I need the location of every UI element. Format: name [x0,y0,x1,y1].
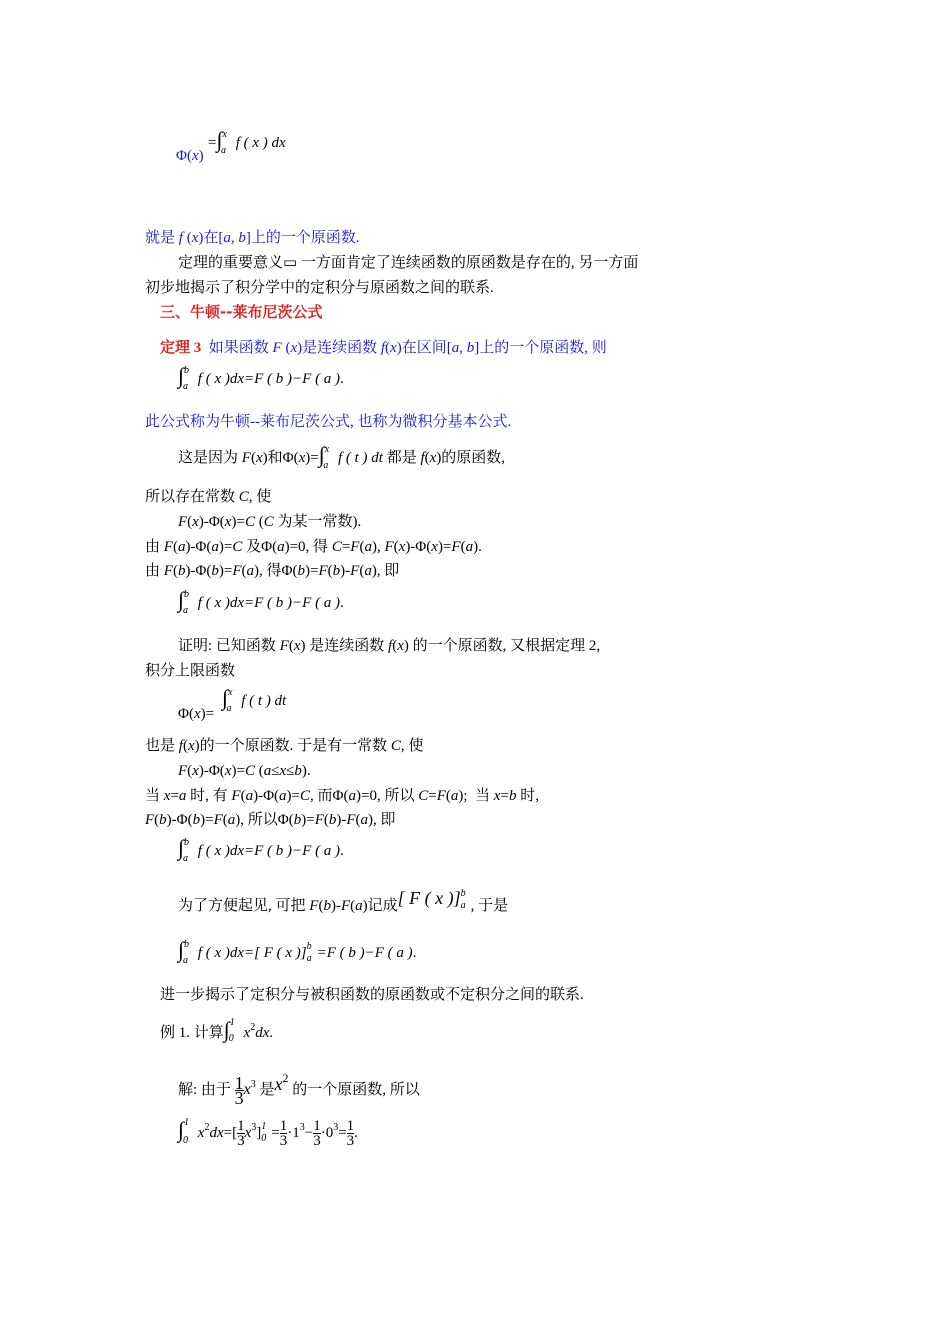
phi-definition-lhs: Φ(x) [176,148,204,164]
line-from-2: 由 F(b)-Φ(b)=F(a), 得Φ(b)=F(b)-F(a), 即 [145,563,400,579]
solution-line: 解: 由于 $\frac{1}{3}$ $x^3$ 是$x^2$ 的一个原函数, 所以 [178,1071,420,1109]
line-formula-name: 此公式称为牛顿--莱布尼茨公式, 也称为微积分基本公式. [145,414,512,430]
formula-newton-leibniz-1: ∫$^b_a$ f ( x )dx=F ( b )−F ( a ). [178,363,344,392]
line-antiderivative: 就是 f (x)在[a, b]上的一个原函数. [145,230,360,246]
theorem-3: 定理 3 如果函数 F (x)是连续函数 f(x)在区间[a, b]上的一个原函数, 则 [160,340,607,356]
formula-newton-leibniz-2: ∫$^b_a$ f ( x )dx=F ( b )−F ( a ). [178,587,344,616]
section-title: 三、牛顿--莱布尼茨公式 [160,303,323,321]
formula-newton-leibniz-bracket: ∫$^b_a$ f ( x )dx=[ F ( x )]$^b_a$ =F ( b )−F ( a ). [178,937,417,966]
line-notation: 为了方便起见, 可把 F(b)-F(a)记成[ F ( x )]$^b$a , 于是 [178,888,509,914]
solution-is: 是 [259,1082,275,1098]
line-significance-cont: 初步地揭示了积分学中的定积分与原函数之间的联系. [145,280,494,296]
line-because: 这是因为 F(x)和Φ(x)=∫$^x_a$ f ( t ) dt 都是 f(x)的原函数, [178,442,506,471]
line-when-2: F(b)-Φ(b)=F(a), 所以Φ(b)=F(b)-F(a), 即 [145,812,396,828]
line-also: 也是 f(x)的一个原函数. 于是有一常数 C, 使 [145,738,424,754]
phi-definition-rhs: =∫$^x_a$ f ( x ) dx [208,127,286,156]
solution-label: 解: 由于 [178,1082,231,1098]
fraction-one-third: $\frac{1}{3}$ [234,1073,244,1109]
formula-example-result: ∫$^1_0$ $x^2dx=$[ $\frac{1}{3}$ $x^3]^1_0$ = $\frac{1}{3}$ $\cdot 1^3-$ $\frac{1}{3}$ $\cdot 0^3=$ $\frac{1}{3}$ . [178,1117,358,1150]
example-label: 例 1. 计算 [160,1025,224,1041]
phi-t-rhs: ∫$^x_a$ f ( t ) dt [222,685,287,714]
line-upper-limit: 积分上限函数 [145,663,236,679]
line-difference-2: F(x)-Φ(x)=C (a≤x≤b). [178,763,311,779]
formula-newton-leibniz-3: ∫$^b_a$ f ( x )dx=F ( b )−F ( a ). [178,835,344,864]
phi-t-lhs: Φ(x)= [178,706,215,722]
line-when: 当 x=a 时, 有 F(a)-Φ(a)=C, 而Φ(a)=0, 所以 C=F(a); 当 x=b 时, [145,788,539,804]
line-significance: 定理的重要意义▭ 一方面肯定了连续函数的原函数是存在的, 另一方面 [178,255,639,271]
line-further: 进一步揭示了定积分与被积函数的原函数或不定积分之间的联系. [160,987,584,1003]
solution-antiderivative-text: 的一个原函数, 所以 [292,1082,420,1098]
line-proof: 证明: 已知函数 F(x) 是连续函数 f(x) 的一个原函数, 又根据定理 2, [178,638,601,654]
line-from-1: 由 F(a)-Φ(a)=C 及Φ(a)=0, 得 C=F(a), F(x)-Φ(x)=F(a). [145,539,482,555]
example-1: 例 1. 计算∫$^1_0$ $x^2dx$. [160,1017,274,1044]
theorem-label: 定理 3 [160,340,202,356]
line-difference: F(x)-Φ(x)=C (C 为某一常数). [178,514,362,530]
line-exists-constant: 所以存在常数 C, 使 [145,489,272,505]
